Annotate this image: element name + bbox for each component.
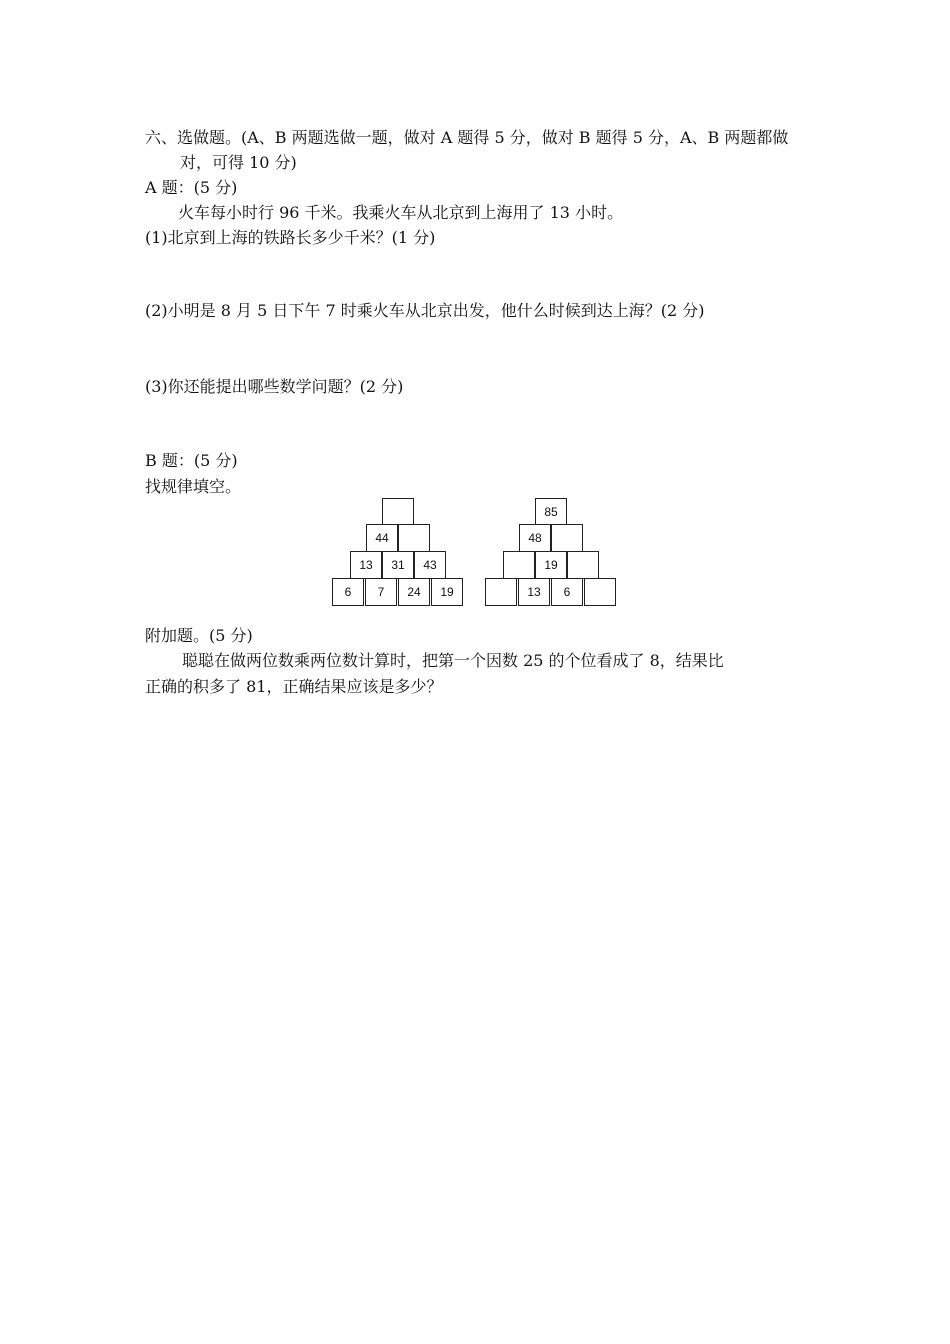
pyramid-cell: 43 [414, 551, 446, 579]
pyramid-cell: 24 [398, 578, 430, 606]
problem-a-question-1: (1)北京到上海的铁路长多少千米？(1 分) [145, 228, 436, 247]
pyramid-cell [584, 578, 616, 606]
problem-b-instruction: 找规律填空。 [145, 477, 242, 496]
bonus-text-line1: 聪聪在做两位数乘两位数计算时，把第一个因数 25 的个位看成了 8，结果比 [182, 651, 724, 670]
pyramid-cell [398, 524, 430, 552]
section6-heading-line1: 六、选做题。(A、B 两题选做一题，做对 A 题得 5 分，做对 B 题得 5 分，A、B 两题都做 [145, 128, 789, 147]
pyramid-cell: 13 [350, 551, 382, 579]
number-pyramid-right [485, 498, 619, 610]
pyramid-cell [551, 524, 583, 552]
problem-a-question-3: (3)你还能提出哪些数学问题？(2 分) [145, 377, 404, 396]
problem-a-label: A 题：(5 分) [145, 178, 238, 197]
pyramid-cell [382, 498, 414, 526]
pyramid-cell: 7 [365, 578, 397, 606]
problem-a-question-2: (2)小明是 8 月 5 日下午 7 时乘火车从北京出发，他什么时候到达上海？(2 分) [145, 301, 705, 320]
pyramid-cell: 48 [519, 524, 551, 552]
pyramid-cell: 85 [535, 498, 567, 526]
pyramid-cell: 19 [431, 578, 463, 606]
pyramid-cell: 19 [535, 551, 567, 579]
pyramid-cell [503, 551, 535, 579]
pyramid-cell: 44 [366, 524, 398, 552]
pyramid-cell: 6 [332, 578, 364, 606]
bonus-label: 附加题。(5 分) [145, 626, 253, 645]
problem-a-statement: 火车每小时行 96 千米。我乘火车从北京到上海用了 13 小时。 [178, 203, 624, 222]
pyramid-cell: 13 [518, 578, 550, 606]
section6-heading-line2: 对，可得 10 分) [180, 153, 297, 172]
number-pyramid-left [332, 498, 466, 610]
pyramid-cell [567, 551, 599, 579]
pyramid-cell: 31 [382, 551, 414, 579]
problem-b-label: B 题：(5 分) [145, 451, 238, 470]
bonus-text-line2: 正确的积多了 81，正确结果应该是多少？ [145, 677, 443, 696]
pyramid-cell [485, 578, 517, 606]
pyramid-cell: 6 [551, 578, 583, 606]
